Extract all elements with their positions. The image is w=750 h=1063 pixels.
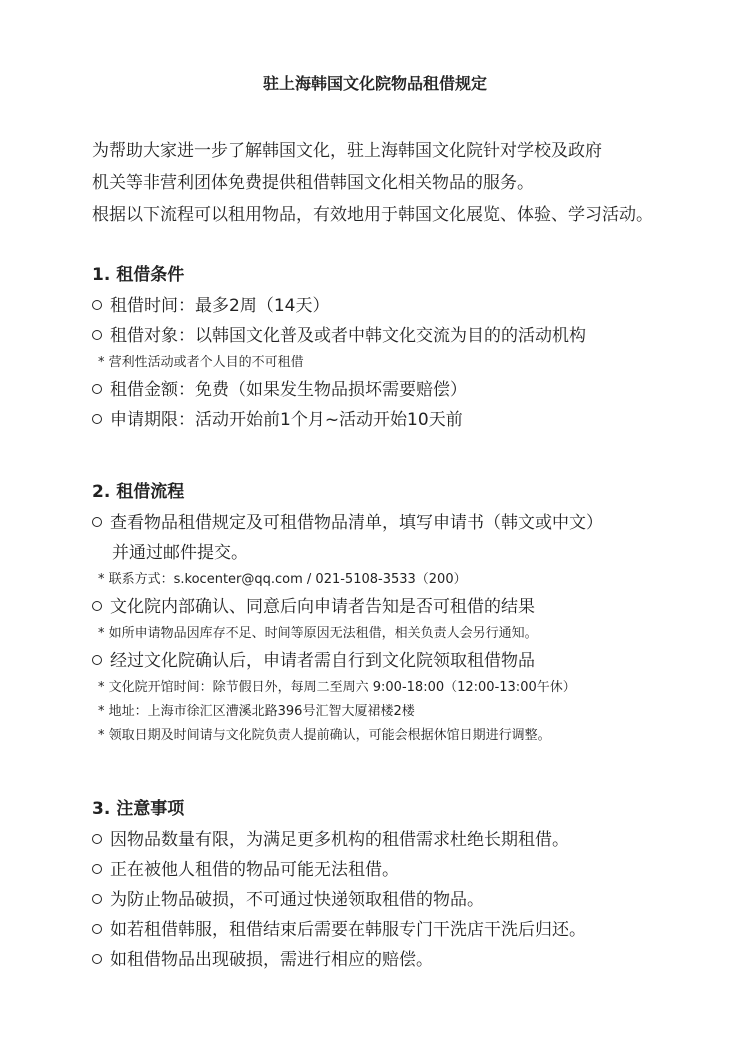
list-item-text: 租借时间：最多2周（14天） bbox=[110, 296, 330, 316]
list-item bbox=[92, 321, 732, 351]
section-rental-process bbox=[92, 476, 732, 748]
list-item bbox=[92, 646, 732, 676]
circle-bullet-icon bbox=[92, 414, 102, 424]
section-title: 3. 注意事项 bbox=[92, 799, 185, 819]
circle-bullet-icon bbox=[92, 384, 102, 394]
circle-bullet-icon bbox=[92, 300, 102, 310]
circle-bullet-icon bbox=[92, 655, 102, 665]
list-item-continuation: 并通过邮件提交。 bbox=[112, 543, 248, 563]
circle-bullet-icon bbox=[92, 954, 102, 964]
note: * 地址：上海市徐汇区漕溪北路396号汇智大厦裙楼2楼 bbox=[98, 704, 415, 719]
list-item-text: 因物品数量有限，为满足更多机构的租借需求杜绝长期租借。 bbox=[110, 830, 569, 850]
section-rental-conditions bbox=[92, 259, 732, 435]
list-item bbox=[92, 405, 732, 435]
circle-bullet-icon bbox=[92, 601, 102, 611]
section-precautions bbox=[92, 793, 732, 975]
list-item-text: 文化院内部确认、同意后向申请者告知是否可租借的结果 bbox=[110, 597, 535, 617]
note: * 如所申请物品因库存不足、时间等原因无法租借，相关负责人会另行通知。 bbox=[98, 626, 538, 641]
intro-line: 机关等非营利团体免费提供租借韩国文化相关物品的服务。 bbox=[92, 173, 534, 193]
list-item bbox=[92, 508, 732, 538]
list-item-text: 正在被他人租借的物品可能无法租借。 bbox=[110, 860, 399, 880]
circle-bullet-icon bbox=[92, 924, 102, 934]
circle-bullet-icon bbox=[92, 330, 102, 340]
section-title: 1. 租借条件 bbox=[92, 265, 185, 285]
list-item bbox=[92, 825, 732, 855]
note: * 营利性活动或者个人目的不可租借 bbox=[98, 355, 304, 370]
intro-line: 根据以下流程可以租用物品，有效地用于韩国文化展览、体验、学习活动。 bbox=[92, 205, 653, 225]
intro-line: 为帮助大家进一步了解韩国文化，驻上海韩国文化院针对学校及政府 bbox=[92, 141, 602, 161]
note: * 文化院开馆时间：除节假日外，每周二至周六 9:00-18:00（12:00-13:00午休） bbox=[98, 680, 576, 695]
list-item-text: 租借对象：以韩国文化普及或者中韩文化交流为目的的活动机构 bbox=[110, 326, 586, 346]
list-item-text: 申请期限：活动开始前1个月~活动开始10天前 bbox=[110, 410, 463, 430]
list-item bbox=[92, 291, 732, 321]
list-item bbox=[92, 592, 732, 622]
document-title: 驻上海韩国文化院物品租借规定 bbox=[262, 74, 487, 93]
list-item bbox=[92, 375, 732, 405]
list-item-text: 租借金额：免费（如果发生物品损坏需要赔偿） bbox=[110, 380, 467, 400]
list-item-text: 如租借物品出现破损，需进行相应的赔偿。 bbox=[110, 950, 433, 970]
list-item bbox=[92, 915, 732, 945]
note: * 领取日期及时间请与文化院负责人提前确认，可能会根据休馆日期进行调整。 bbox=[98, 728, 551, 743]
circle-bullet-icon bbox=[92, 864, 102, 874]
note: * 联系方式：s.kocenter@qq.com / 021-5108-3533（200） bbox=[98, 572, 467, 587]
circle-bullet-icon bbox=[92, 834, 102, 844]
circle-bullet-icon bbox=[92, 894, 102, 904]
list-item-text: 经过文化院确认后，申请者需自行到文化院领取租借物品 bbox=[110, 651, 535, 671]
list-item-text: 如若租借韩服，租借结束后需要在韩服专门干洗店干洗后归还。 bbox=[110, 920, 586, 940]
circle-bullet-icon bbox=[92, 517, 102, 527]
list-item-text: 为防止物品破损，不可通过快递领取租借的物品。 bbox=[110, 890, 484, 910]
section-title: 2. 租借流程 bbox=[92, 482, 185, 502]
intro-paragraph bbox=[92, 135, 732, 231]
list-item-text: 查看物品租借规定及可租借物品清单，填写申请书（韩文或中文） bbox=[110, 513, 603, 533]
list-item bbox=[92, 855, 732, 885]
list-item bbox=[92, 945, 732, 975]
list-item bbox=[92, 885, 732, 915]
